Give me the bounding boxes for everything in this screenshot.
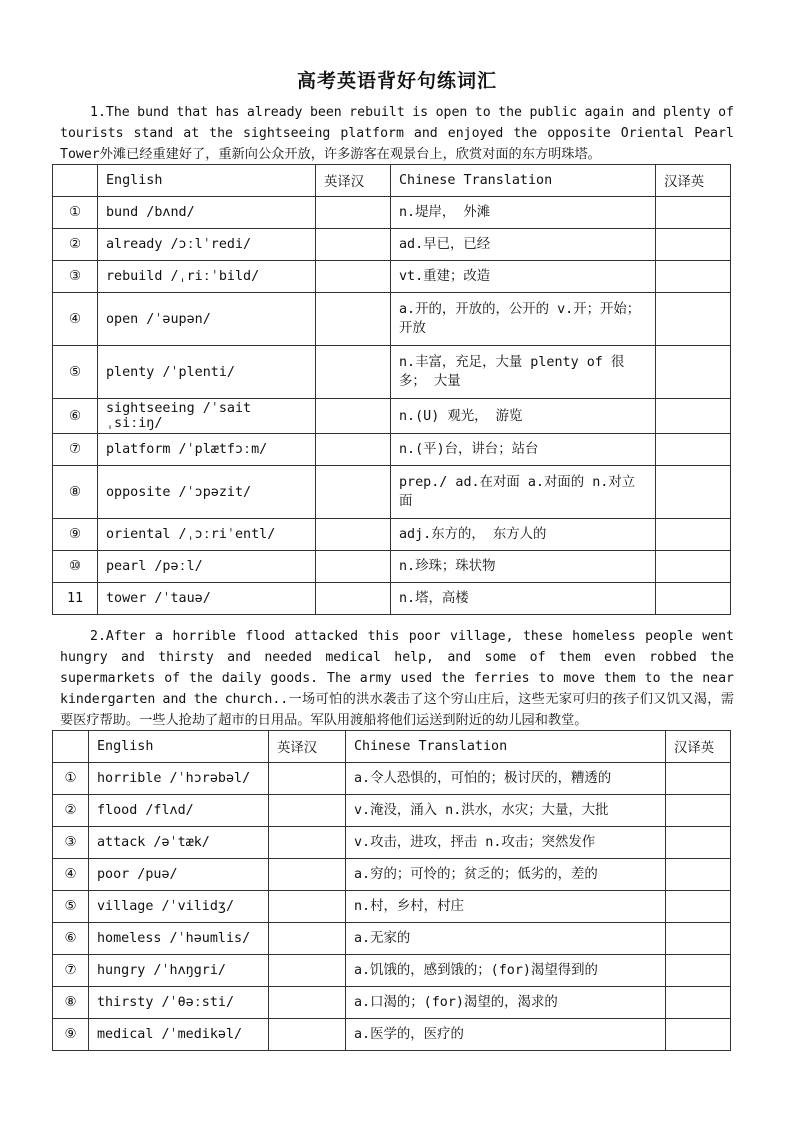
cn-to-en-answer-cell[interactable]: [666, 827, 731, 859]
cn-to-en-answer-cell[interactable]: [666, 1019, 731, 1051]
chinese-translation: a.开的，开放的，公开的 v.开；开始；开放: [391, 293, 656, 346]
chinese-translation: vt.重建；改造: [391, 261, 656, 293]
cn-to-en-answer-cell[interactable]: [666, 859, 731, 891]
cn-to-en-answer-cell[interactable]: [656, 346, 731, 399]
sentence-paragraph-2: 2.After a horrible flood attacked this poor village, these homeless people went hungry and thirsty and needed medical help, and some of them even robbed the supermarkets of the daily goods. The army used the ferries to move them to the near kindergarten and the church..一场可怕的洪水袭击了这个穷山庄后，这些无家可归的孩子们又饥又渴，需要医疗帮助。一些人抢劫了超市的日用品。军队用渡船将他们运送到附近的幼儿园和教堂。: [60, 629, 734, 728]
header-english: English: [98, 165, 316, 197]
english-word: rebuild /ˌriːˈbild/: [98, 261, 316, 293]
chinese-translation: a.令人恐惧的，可怕的；极讨厌的，糟透的: [346, 763, 666, 795]
cn-to-en-answer-cell[interactable]: [656, 197, 731, 229]
table-row: [53, 1019, 731, 1051]
en-to-cn-answer-cell[interactable]: [316, 197, 391, 229]
en-to-cn-answer-cell[interactable]: [269, 827, 346, 859]
chinese-translation: a.饥饿的，感到饿的；(for)渴望得到的: [346, 955, 666, 987]
cn-to-en-answer-cell[interactable]: [656, 399, 731, 434]
row-number: ④: [53, 293, 98, 346]
header-cn-to-en: 汉译英: [656, 165, 731, 197]
header-en-to-cn: 英译汉: [269, 731, 346, 763]
english-word: already /ɔːlˈredi/: [98, 229, 316, 261]
english-word: bund /bʌnd/: [98, 197, 316, 229]
row-number: ⑤: [53, 891, 89, 923]
header-number: [53, 165, 98, 197]
table-row: [53, 923, 731, 955]
row-number: ⑥: [53, 923, 89, 955]
cn-to-en-answer-cell[interactable]: [666, 955, 731, 987]
english-word: medical /ˈmedikəl/: [89, 1019, 269, 1051]
english-word: pearl /pəːl/: [98, 551, 316, 583]
row-number: ⑤: [53, 346, 98, 399]
row-number: ⑧: [53, 466, 98, 519]
en-to-cn-answer-cell[interactable]: [316, 261, 391, 293]
english-word: plenty /ˈplenti/: [98, 346, 316, 399]
cn-to-en-answer-cell[interactable]: [666, 987, 731, 1019]
cn-to-en-answer-cell[interactable]: [656, 434, 731, 466]
english-word: platform /ˈplætfɔːm/: [98, 434, 316, 466]
en-to-cn-answer-cell[interactable]: [316, 583, 391, 615]
english-word: hungry /ˈhʌŋgri/: [89, 955, 269, 987]
chinese-translation: a.穷的；可怜的；贫乏的；低劣的，差的: [346, 859, 666, 891]
table-row: [53, 987, 731, 1019]
vocab-table-2: [52, 730, 731, 1051]
chinese-translation: a.医学的，医疗的: [346, 1019, 666, 1051]
row-number: ③: [53, 827, 89, 859]
en-to-cn-answer-cell[interactable]: [316, 346, 391, 399]
table-row: [53, 859, 731, 891]
row-number: ⑩: [53, 551, 98, 583]
header-cn-to-en: 汉译英: [666, 731, 731, 763]
cn-to-en-answer-cell[interactable]: [666, 763, 731, 795]
table-row: [53, 399, 731, 434]
cn-to-en-answer-cell[interactable]: [656, 293, 731, 346]
chinese-translation: ad.早已，已经: [391, 229, 656, 261]
table-row: [53, 763, 731, 795]
row-number: ⑦: [53, 434, 98, 466]
chinese-translation: a.无家的: [346, 923, 666, 955]
page-title: 高考英语背好句练词汇: [296, 70, 497, 92]
table-row: [53, 891, 731, 923]
english-word: poor /puə/: [89, 859, 269, 891]
english-word: homeless /ˈhəumlis/: [89, 923, 269, 955]
table-row: [53, 434, 731, 466]
row-number: ③: [53, 261, 98, 293]
en-to-cn-answer-cell[interactable]: [316, 229, 391, 261]
table-row: [53, 583, 731, 615]
row-number: ⑦: [53, 955, 89, 987]
en-to-cn-answer-cell[interactable]: [269, 1019, 346, 1051]
en-to-cn-answer-cell[interactable]: [269, 763, 346, 795]
en-to-cn-answer-cell[interactable]: [316, 551, 391, 583]
english-word: attack /əˈtæk/: [89, 827, 269, 859]
row-number: 11: [53, 583, 98, 615]
sentence-paragraph-1: 1.The bund that has already been rebuilt is open to the public again and plenty of tourists stand at the sightseeing platform and enjoyed the opposite Oriental Pearl Tower外滩已经重建好了，重新向公众开放，许多游客在观景台上，欣赏对面的东方明珠塔。: [60, 105, 734, 162]
en-to-cn-answer-cell[interactable]: [316, 466, 391, 519]
en-to-cn-answer-cell[interactable]: [316, 519, 391, 551]
table-row: [53, 229, 731, 261]
cn-to-en-answer-cell[interactable]: [656, 519, 731, 551]
cn-to-en-answer-cell[interactable]: [666, 891, 731, 923]
row-number: ②: [53, 229, 98, 261]
table-row: [53, 261, 731, 293]
table-row: [53, 466, 731, 519]
english-word: thirsty /ˈθəːsti/: [89, 987, 269, 1019]
en-to-cn-answer-cell[interactable]: [269, 955, 346, 987]
english-word: oriental /ˌɔːriˈentl/: [98, 519, 316, 551]
row-number: ⑨: [53, 1019, 89, 1051]
chinese-translation: v.攻击，进攻，抨击 n.攻击；突然发作: [346, 827, 666, 859]
table-row: [53, 955, 731, 987]
row-number: ④: [53, 859, 89, 891]
row-number: ⑥: [53, 399, 98, 434]
en-to-cn-answer-cell[interactable]: [269, 987, 346, 1019]
english-word: horrible /ˈhɔrəbəl/: [89, 763, 269, 795]
table-header-row: [53, 165, 731, 197]
chinese-translation: n.珍珠；珠状物: [391, 551, 656, 583]
english-word: tower /ˈtauə/: [98, 583, 316, 615]
header-number: [53, 731, 89, 763]
chinese-translation: n.丰富，充足，大量 plenty of 很多； 大量: [391, 346, 656, 399]
chinese-translation: n.(U) 观光， 游览: [391, 399, 656, 434]
row-number: ⑧: [53, 987, 89, 1019]
en-to-cn-answer-cell[interactable]: [269, 891, 346, 923]
cn-to-en-answer-cell[interactable]: [666, 795, 731, 827]
en-to-cn-answer-cell[interactable]: [316, 293, 391, 346]
table-row: [53, 346, 731, 399]
table-row: [53, 197, 731, 229]
table-row: [53, 293, 731, 346]
chinese-translation: adj.东方的， 东方人的: [391, 519, 656, 551]
chinese-translation: a.口渴的；(for)渴望的，渴求的: [346, 987, 666, 1019]
en-to-cn-answer-cell[interactable]: [316, 399, 391, 434]
table-header-row: [53, 731, 731, 763]
chinese-translation: v.淹没，涌入 n.洪水，水灾；大量，大批: [346, 795, 666, 827]
english-word: village /ˈvilidʒ/: [89, 891, 269, 923]
chinese-translation: n.塔，高楼: [391, 583, 656, 615]
english-word: open /ˈəupən/: [98, 293, 316, 346]
en-to-cn-answer-cell[interactable]: [269, 859, 346, 891]
table-row: [53, 795, 731, 827]
en-to-cn-answer-cell[interactable]: [316, 434, 391, 466]
row-number: ①: [53, 763, 89, 795]
cn-to-en-answer-cell[interactable]: [656, 466, 731, 519]
header-chinese-translation: Chinese Translation: [391, 165, 656, 197]
english-word: flood /flʌd/: [89, 795, 269, 827]
cn-to-en-answer-cell[interactable]: [656, 261, 731, 293]
header-english: English: [89, 731, 269, 763]
chinese-translation: n.村，乡村，村庄: [346, 891, 666, 923]
row-number: ①: [53, 197, 98, 229]
vocab-table-1: [52, 164, 731, 615]
table-row: [53, 827, 731, 859]
table-row: [53, 551, 731, 583]
cn-to-en-answer-cell[interactable]: [666, 923, 731, 955]
english-word: sightseeing /ˈsaitˌsiːiŋ/: [98, 399, 316, 434]
header-en-to-cn: 英译汉: [316, 165, 391, 197]
cn-to-en-answer-cell[interactable]: [656, 551, 731, 583]
cn-to-en-answer-cell[interactable]: [656, 583, 731, 615]
row-number: ⑨: [53, 519, 98, 551]
en-to-cn-answer-cell[interactable]: [269, 795, 346, 827]
cn-to-en-answer-cell[interactable]: [656, 229, 731, 261]
row-number: ②: [53, 795, 89, 827]
header-chinese-translation: Chinese Translation: [346, 731, 666, 763]
chinese-translation: prep./ ad.在对面 a.对面的 n.对立面: [391, 466, 656, 519]
chinese-translation: n.堤岸， 外滩: [391, 197, 656, 229]
en-to-cn-answer-cell[interactable]: [269, 923, 346, 955]
english-word: opposite /ˈɔpəzit/: [98, 466, 316, 519]
table-row: [53, 519, 731, 551]
chinese-translation: n.(平)台，讲台；站台: [391, 434, 656, 466]
